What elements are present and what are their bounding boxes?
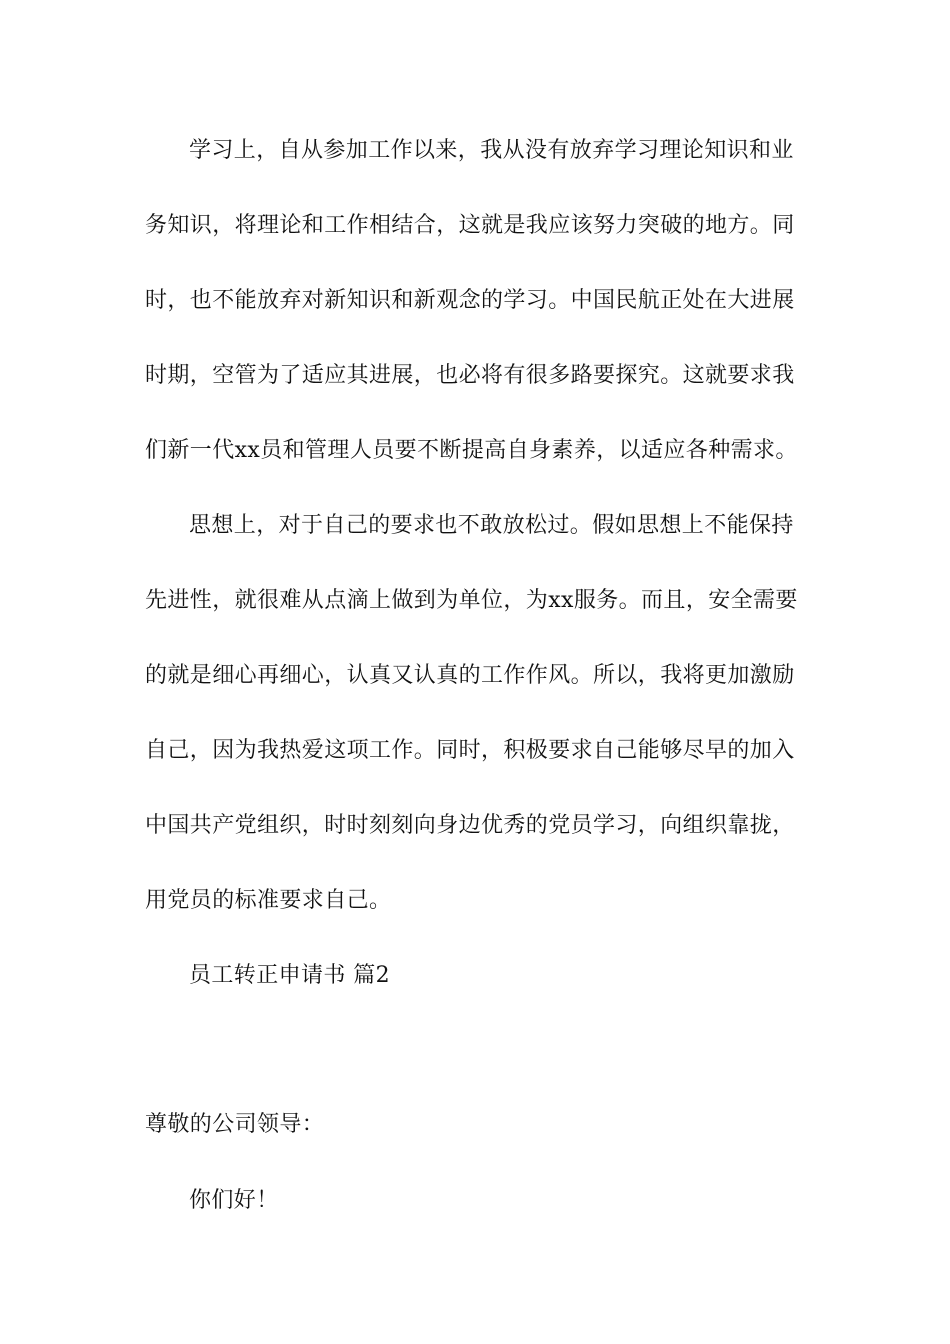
salutation: 尊敬的公司领导： [145,1112,325,1137]
paragraph-2-line-1: 思想上，对于自己的要求也不敢放松过。假如思想上不能保持 [189,513,794,538]
paragraph-1-line-1: 学习上，自从参加工作以来，我从没有放弃学习理论知识和业 [189,138,794,163]
paragraph-2-line-4: 自己，因为我热爱这项工作。同时，积极要求自己能够尽早的加入 [145,738,795,763]
paragraph-2-line-2: 先进性，就很难从点滴上做到为单位，为xx服务。而且，安全需要 [145,588,798,613]
paragraph-1-line-2: 务知识，将理论和工作相结合，这就是我应该努力突破的地方。同 [145,213,795,238]
paragraph-2-line-6: 用党员的标准要求自己。 [145,888,392,913]
greeting: 你们好！ [189,1188,279,1213]
paragraph-1-line-4: 时期，空管为了适应其进展，也必将有很多路要探究。这就要求我 [145,363,795,388]
paragraph-2-line-3: 的就是细心再细心，认真又认真的工作作风。所以，我将更加激励 [145,663,795,688]
section-heading: 员工转正申请书 篇2 [189,963,390,988]
paragraph-2-line-5: 中国共产党组织，时时刻刻向身边优秀的党员学习，向组织靠拢， [145,813,795,838]
paragraph-1-line-3: 时，也不能放弃对新知识和新观念的学习。中国民航正处在大进展 [145,288,795,313]
paragraph-1-line-5: 们新一代xx员和管理人员要不断提高自身素养，以适应各种需求。 [145,438,798,463]
